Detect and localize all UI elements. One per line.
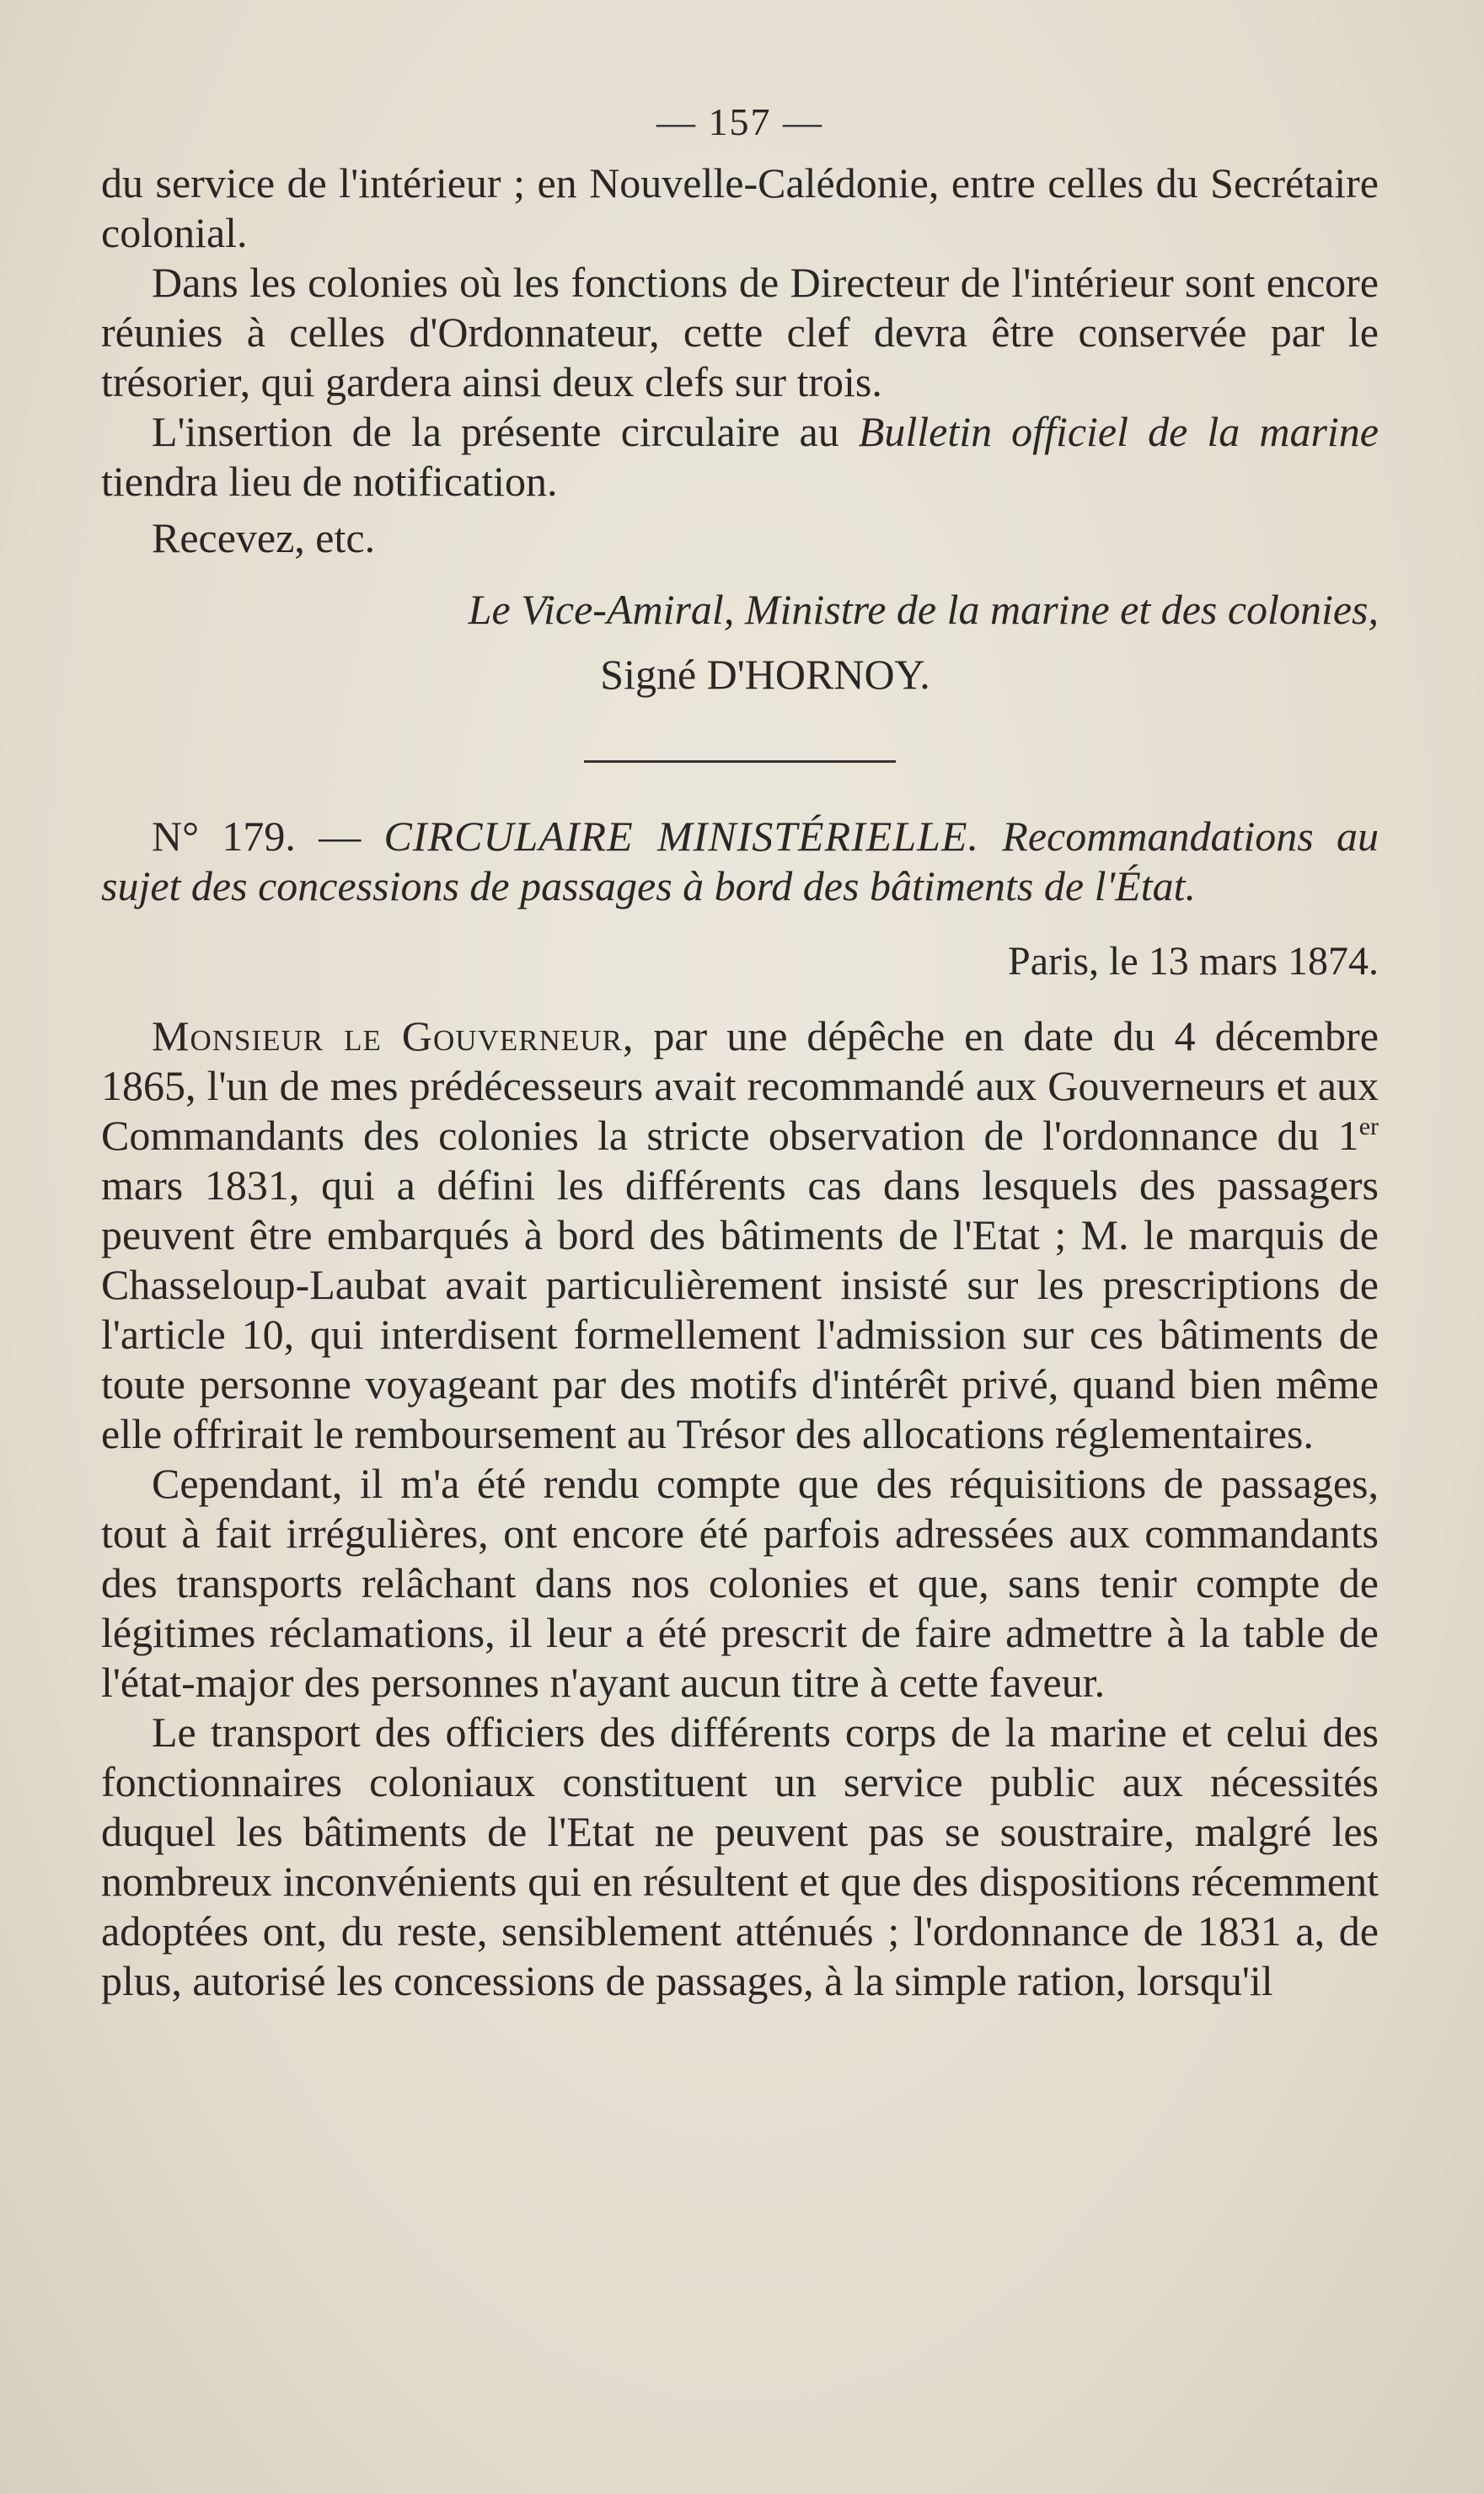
ordinal-superscript: er [1358,1113,1379,1140]
paragraph-ordinance [101,1011,1379,1459]
salutation: Monsieur le Gouverneur, [152,1012,635,1059]
bulletin-title: Bulletin officiel de la marine [858,408,1379,455]
insertion-text-end: tiendra lieu de notification. [101,458,558,505]
paragraph-requisitions: Cependant, il m'a été rendu compte que des réquisitions de passages, tout à fait irrégulières, ont encore été parfois adressées aux commandants des transports relâchant dans nos colonies et que, sans tenir compte de légitimes réclamations, il leur a été prescrit de faire admettre à la table de l'état-major des personnes n'ayant aucun titre à cette faveur. [101,1460,1379,1706]
paragraph-continued: du service de l'intérieur ; en Nouvelle-Calédonie, entre celles du Secrétaire colonial. [101,159,1379,256]
insertion-text-start: L'insertion de la présente circulaire au [152,408,859,455]
paragraph-insertion [101,407,1379,507]
paragraph-transport: Le transport des officiers des différents corps de la marine et celui des fonctionnaires coloniaux constituent un service public aux nécessités duquel les bâtiments de l'Etat ne peuvent pas se soustraire, malgré les nombreux inconvénients qui en résultent et que des dispositions récemment adoptées ont, du reste, sensiblement atténués ; l'ordonnance de 1831 a, de plus, autorisé les concessions de passages, à la simple ration, lorsqu'il [101,1708,1379,2004]
section-divider [584,760,896,763]
signatory-role: Le Vice-Amiral, Ministre de la marine et des colonies, [468,586,1379,633]
circular-title: CIRCULAIRE MINISTÉRIELLE. [383,813,979,860]
closing-formula: Recevez, etc. [152,514,376,561]
circular-description: Recommandations au sujet des concessions de passages à bord des bâtiments de l'État. [101,813,1379,909]
signatory-name: Signé D'HORNOY. [600,651,930,698]
circular-number: N° 179. — [152,813,384,860]
circular-date: Paris, le 13 mars 1874. [1008,939,1379,984]
circular-heading [101,812,1379,911]
ordinance-text-a: par une dépêche en date du 4 décembre 1865, l'un de mes prédécesseurs avait recommandé aux Gouverneurs et aux Commandants des colonies la stricte observation de l'ordonnance du 1 [101,1012,1379,1159]
ordinance-text-b: mars 1831, qui a défini les différents cas dans lesquels des passagers peuvent être embarqués à bord des bâtiments de l'Etat ; M. le marquis de Chasseloup-Laubat avait particulièrement insisté sur les prescriptions de l'article 10, qui interdisent formellement l'admission sur ces bâtiments de toute personne voyageant par des motifs d'intérêt privé, quand bien même elle offrirait le remboursement au Trésor des allocations réglementaires. [101,1161,1379,1457]
paragraph-key-custody: Dans les colonies où les fonctions de Directeur de l'intérieur sont encore réunies à celles d'Ordonnateur, cette clef devra être conservée par le trésorier, qui gardera ainsi deux clefs sur trois. [101,259,1379,405]
text-column [101,97,1379,2006]
page-number: — 157 — [656,100,823,143]
